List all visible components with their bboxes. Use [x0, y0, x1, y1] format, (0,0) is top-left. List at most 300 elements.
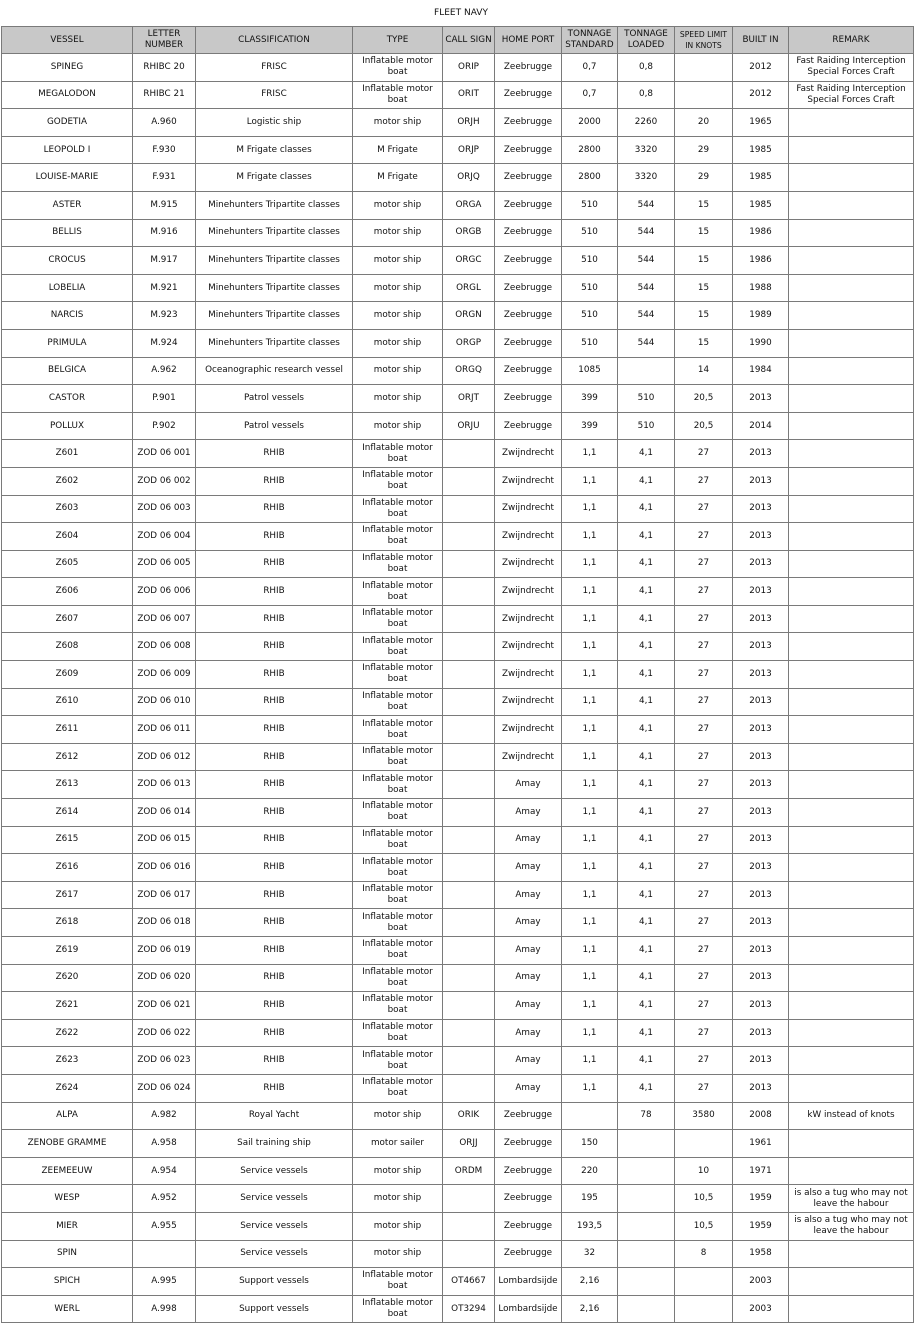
tonnage-loaded-cell: 4,1 — [618, 1047, 675, 1075]
table-row — [2, 412, 914, 440]
table-row — [2, 1295, 914, 1323]
letter-number-cell: F.931 — [133, 164, 196, 192]
remark-cell: is also a tug who may not leave the habour — [789, 1212, 914, 1240]
speed-limit-cell: 15 — [675, 274, 733, 302]
tonnage-loaded-cell: 4,1 — [618, 771, 675, 799]
speed-limit-cell: 27 — [675, 467, 733, 495]
tonnage-loaded-cell: 0,8 — [618, 81, 675, 109]
tonnage-loaded-cell: 4,1 — [618, 633, 675, 661]
tonnage-loaded-cell: 0,8 — [618, 54, 675, 82]
type-cell: M Frigate — [353, 136, 443, 164]
remark-cell — [789, 937, 914, 965]
letter-number-cell: ZOD 06 016 — [133, 854, 196, 882]
tonnage-loaded-cell: 544 — [618, 191, 675, 219]
table-row — [2, 357, 914, 385]
table-row — [2, 164, 914, 192]
tonnage-loaded-cell: 4,1 — [618, 937, 675, 965]
tonnage-standard-cell: 150 — [562, 1130, 618, 1158]
type-cell: motor ship — [353, 1212, 443, 1240]
letter-number-cell: ZOD 06 017 — [133, 881, 196, 909]
built-in-cell: 2013 — [733, 467, 789, 495]
remark-cell — [789, 1157, 914, 1185]
tonnage-standard-cell: 1,1 — [562, 523, 618, 551]
letter-number-cell: ZOD 06 006 — [133, 578, 196, 606]
built-in-cell: 2012 — [733, 81, 789, 109]
remark-cell — [789, 1268, 914, 1296]
built-in-cell: 2003 — [733, 1268, 789, 1296]
call-sign-cell: ORIK — [443, 1102, 495, 1130]
table-row — [2, 385, 914, 413]
letter-number-cell: ZOD 06 024 — [133, 1074, 196, 1102]
vessel-cell: Z605 — [2, 550, 133, 578]
call-sign-cell: ORGB — [443, 219, 495, 247]
type-cell: Inflatable motor boat — [353, 1268, 443, 1296]
tonnage-loaded-cell: 4,1 — [618, 881, 675, 909]
vessel-cell: Z619 — [2, 937, 133, 965]
speed-limit-cell: 27 — [675, 440, 733, 468]
tonnage-loaded-cell: 4,1 — [618, 826, 675, 854]
table-row — [2, 329, 914, 357]
table-row — [2, 799, 914, 827]
table-row — [2, 1240, 914, 1268]
tonnage-loaded-cell: 4,1 — [618, 1019, 675, 1047]
tonnage-loaded-cell: 4,1 — [618, 661, 675, 689]
tonnage-standard-cell: 1,1 — [562, 854, 618, 882]
letter-number-cell: A.998 — [133, 1295, 196, 1323]
speed-limit-cell: 27 — [675, 605, 733, 633]
built-in-cell: 1959 — [733, 1185, 789, 1213]
tonnage-standard-cell: 399 — [562, 412, 618, 440]
tonnage-loaded-cell: 4,1 — [618, 605, 675, 633]
classification-cell: RHIB — [196, 550, 353, 578]
built-in-cell: 2013 — [733, 633, 789, 661]
speed-limit-cell: 29 — [675, 136, 733, 164]
table-row — [2, 1157, 914, 1185]
remark-cell: is also a tug who may not leave the habour — [789, 1185, 914, 1213]
call-sign-cell: ORGA — [443, 191, 495, 219]
table-row — [2, 523, 914, 551]
table-row — [2, 937, 914, 965]
table-row — [2, 688, 914, 716]
speed-limit-cell: 8 — [675, 1240, 733, 1268]
tonnage-standard-cell: 1085 — [562, 357, 618, 385]
letter-number-cell: ZOD 06 012 — [133, 743, 196, 771]
letter-number-cell: ZOD 06 014 — [133, 799, 196, 827]
built-in-cell: 1986 — [733, 219, 789, 247]
type-cell: motor ship — [353, 274, 443, 302]
table-row — [2, 1102, 914, 1130]
table-row — [2, 743, 914, 771]
tonnage-standard-cell: 1,1 — [562, 964, 618, 992]
classification-cell: RHIB — [196, 688, 353, 716]
tonnage-standard-cell: 510 — [562, 329, 618, 357]
type-cell: motor ship — [353, 329, 443, 357]
type-cell: Inflatable motor boat — [353, 881, 443, 909]
type-cell: Inflatable motor boat — [353, 633, 443, 661]
letter-number-cell: ZOD 06 005 — [133, 550, 196, 578]
tonnage-standard-cell: 510 — [562, 274, 618, 302]
tonnage-standard-cell: 1,1 — [562, 799, 618, 827]
home-port-cell: Amay — [495, 937, 562, 965]
classification-cell: RHIB — [196, 1074, 353, 1102]
tonnage-loaded-cell: 544 — [618, 219, 675, 247]
speed-limit-cell: 20,5 — [675, 412, 733, 440]
letter-number-cell: ZOD 06 018 — [133, 909, 196, 937]
classification-cell: FRISC — [196, 81, 353, 109]
built-in-cell: 2013 — [733, 826, 789, 854]
call-sign-cell: ORJU — [443, 412, 495, 440]
call-sign-cell: ORGN — [443, 302, 495, 330]
remark-cell — [789, 605, 914, 633]
type-cell: motor sailer — [353, 1130, 443, 1158]
home-port-cell: Zeebrugge — [495, 164, 562, 192]
tonnage-loaded-cell: 544 — [618, 247, 675, 275]
speed-limit-cell: 10 — [675, 1157, 733, 1185]
speed-limit-cell — [675, 81, 733, 109]
tonnage-standard-cell: 220 — [562, 1157, 618, 1185]
tonnage-loaded-cell — [618, 1130, 675, 1158]
tonnage-standard-cell: 2800 — [562, 164, 618, 192]
speed-limit-cell: 27 — [675, 1019, 733, 1047]
vessel-cell: LEOPOLD I — [2, 136, 133, 164]
classification-cell: Minehunters Tripartite classes — [196, 219, 353, 247]
speed-limit-cell: 10,5 — [675, 1185, 733, 1213]
tonnage-loaded-cell: 4,1 — [618, 909, 675, 937]
table-row — [2, 881, 914, 909]
call-sign-cell — [443, 1212, 495, 1240]
home-port-cell: Zwijndrecht — [495, 550, 562, 578]
home-port-cell: Zwijndrecht — [495, 633, 562, 661]
vessel-cell: Z621 — [2, 992, 133, 1020]
speed-limit-cell: 14 — [675, 357, 733, 385]
tonnage-standard-cell: 1,1 — [562, 605, 618, 633]
vessel-cell: Z622 — [2, 1019, 133, 1047]
type-cell: motor ship — [353, 385, 443, 413]
tonnage-standard-cell: 1,1 — [562, 1019, 618, 1047]
type-cell: Inflatable motor boat — [353, 467, 443, 495]
letter-number-cell: ZOD 06 019 — [133, 937, 196, 965]
home-port-cell: Lombardsijde — [495, 1268, 562, 1296]
vessel-cell: Z612 — [2, 743, 133, 771]
tonnage-standard-cell: 1,1 — [562, 467, 618, 495]
tonnage-standard-cell: 1,1 — [562, 495, 618, 523]
tonnage-loaded-cell: 4,1 — [618, 716, 675, 744]
speed-limit-cell: 27 — [675, 661, 733, 689]
letter-number-cell: ZOD 06 009 — [133, 661, 196, 689]
home-port-cell: Zwijndrecht — [495, 743, 562, 771]
tonnage-standard-cell: 1,1 — [562, 1074, 618, 1102]
built-in-cell: 2013 — [733, 964, 789, 992]
tonnage-standard-cell: 2800 — [562, 136, 618, 164]
tonnage-loaded-cell: 3320 — [618, 136, 675, 164]
built-in-cell: 1989 — [733, 302, 789, 330]
call-sign-cell: ORJT — [443, 385, 495, 413]
vessel-cell: ALPA — [2, 1102, 133, 1130]
vessel-cell: NARCIS — [2, 302, 133, 330]
home-port-cell: Amay — [495, 881, 562, 909]
table-row — [2, 136, 914, 164]
home-port-cell: Zeebrugge — [495, 385, 562, 413]
vessel-cell: SPIN — [2, 1240, 133, 1268]
home-port-cell: Amay — [495, 826, 562, 854]
home-port-cell: Zeebrugge — [495, 81, 562, 109]
table-row — [2, 1268, 914, 1296]
speed-limit-cell: 15 — [675, 329, 733, 357]
remark-cell — [789, 633, 914, 661]
speed-limit-cell: 15 — [675, 247, 733, 275]
tonnage-loaded-cell — [618, 1240, 675, 1268]
classification-cell: Minehunters Tripartite classes — [196, 302, 353, 330]
page-title: FLEET NAVY — [434, 8, 488, 18]
tonnage-standard-cell: 1,1 — [562, 771, 618, 799]
table-row — [2, 495, 914, 523]
classification-cell: Minehunters Tripartite classes — [196, 274, 353, 302]
type-cell: Inflatable motor boat — [353, 578, 443, 606]
speed-limit-cell: 27 — [675, 1074, 733, 1102]
vessel-cell: Z601 — [2, 440, 133, 468]
table-row — [2, 826, 914, 854]
tonnage-standard-cell: 1,1 — [562, 633, 618, 661]
tonnage-standard-cell: 1,1 — [562, 937, 618, 965]
type-cell: M Frigate — [353, 164, 443, 192]
remark-cell — [789, 357, 914, 385]
letter-number-cell: ZOD 06 013 — [133, 771, 196, 799]
built-in-cell: 2013 — [733, 605, 789, 633]
call-sign-cell: ORJP — [443, 136, 495, 164]
letter-number-cell: M.915 — [133, 191, 196, 219]
call-sign-cell — [443, 1074, 495, 1102]
home-port-cell: Zeebrugge — [495, 1185, 562, 1213]
call-sign-cell: ORJJ — [443, 1130, 495, 1158]
remark-cell — [789, 661, 914, 689]
call-sign-cell — [443, 799, 495, 827]
tonnage-standard-cell: 0,7 — [562, 81, 618, 109]
speed-limit-cell: 15 — [675, 302, 733, 330]
tonnage-loaded-cell — [618, 1268, 675, 1296]
built-in-cell: 2013 — [733, 992, 789, 1020]
call-sign-cell — [443, 1240, 495, 1268]
home-port-cell: Amay — [495, 1047, 562, 1075]
home-port-cell: Zeebrugge — [495, 302, 562, 330]
classification-cell: Sail training ship — [196, 1130, 353, 1158]
table-row — [2, 1130, 914, 1158]
type-cell: Inflatable motor boat — [353, 964, 443, 992]
tonnage-loaded-cell: 4,1 — [618, 467, 675, 495]
vessel-cell: ZENOBE GRAMME — [2, 1130, 133, 1158]
vessel-cell: Z617 — [2, 881, 133, 909]
type-cell: Inflatable motor boat — [353, 1047, 443, 1075]
type-cell: Inflatable motor boat — [353, 688, 443, 716]
table-row — [2, 274, 914, 302]
vessel-cell: Z610 — [2, 688, 133, 716]
classification-cell: Patrol vessels — [196, 412, 353, 440]
call-sign-cell — [443, 716, 495, 744]
type-cell: motor ship — [353, 412, 443, 440]
tonnage-standard-cell: 2000 — [562, 109, 618, 137]
remark-cell — [789, 716, 914, 744]
type-cell: Inflatable motor boat — [353, 1019, 443, 1047]
home-port-cell: Zwijndrecht — [495, 661, 562, 689]
speed-limit-cell: 27 — [675, 1047, 733, 1075]
built-in-cell: 2013 — [733, 743, 789, 771]
classification-cell: RHIB — [196, 716, 353, 744]
speed-limit-cell: 27 — [675, 743, 733, 771]
vessel-cell: Z614 — [2, 799, 133, 827]
call-sign-cell — [443, 523, 495, 551]
built-in-cell: 2012 — [733, 54, 789, 82]
header-classification: CLASSIFICATION — [196, 27, 353, 54]
tonnage-loaded-cell — [618, 357, 675, 385]
classification-cell: Service vessels — [196, 1157, 353, 1185]
home-port-cell: Zeebrugge — [495, 54, 562, 82]
call-sign-cell — [443, 1047, 495, 1075]
table-row — [2, 1212, 914, 1240]
call-sign-cell: ORGC — [443, 247, 495, 275]
call-sign-cell: ORGP — [443, 329, 495, 357]
letter-number-cell: ZOD 06 010 — [133, 688, 196, 716]
classification-cell: RHIB — [196, 440, 353, 468]
home-port-cell: Amay — [495, 1074, 562, 1102]
classification-cell: RHIB — [196, 495, 353, 523]
table-row — [2, 633, 914, 661]
speed-limit-cell: 15 — [675, 219, 733, 247]
vessel-cell: MEGALODON — [2, 81, 133, 109]
home-port-cell: Zwijndrecht — [495, 605, 562, 633]
call-sign-cell — [443, 909, 495, 937]
type-cell: Inflatable motor boat — [353, 1295, 443, 1323]
call-sign-cell — [443, 467, 495, 495]
classification-cell: M Frigate classes — [196, 136, 353, 164]
table-row — [2, 247, 914, 275]
letter-number-cell: ZOD 06 022 — [133, 1019, 196, 1047]
header-speed-limit: SPEED LIMIT IN KNOTS — [675, 27, 733, 54]
home-port-cell: Zeebrugge — [495, 1240, 562, 1268]
built-in-cell: 1988 — [733, 274, 789, 302]
tonnage-loaded-cell: 544 — [618, 274, 675, 302]
tonnage-standard-cell: 1,1 — [562, 743, 618, 771]
letter-number-cell: M.916 — [133, 219, 196, 247]
vessel-cell: Z615 — [2, 826, 133, 854]
home-port-cell: Zwijndrecht — [495, 578, 562, 606]
built-in-cell: 2013 — [733, 495, 789, 523]
speed-limit-cell: 27 — [675, 495, 733, 523]
call-sign-cell — [443, 495, 495, 523]
vessel-cell: BELLIS — [2, 219, 133, 247]
vessel-cell: Z604 — [2, 523, 133, 551]
letter-number-cell — [133, 1240, 196, 1268]
remark-cell — [789, 1019, 914, 1047]
table-row — [2, 992, 914, 1020]
speed-limit-cell: 27 — [675, 937, 733, 965]
speed-limit-cell: 27 — [675, 688, 733, 716]
type-cell: Inflatable motor boat — [353, 1074, 443, 1102]
classification-cell: RHIB — [196, 771, 353, 799]
remark-cell — [789, 799, 914, 827]
tonnage-standard-cell: 510 — [562, 191, 618, 219]
table-row — [2, 440, 914, 468]
vessel-cell: Z623 — [2, 1047, 133, 1075]
call-sign-cell — [443, 964, 495, 992]
tonnage-loaded-cell: 4,1 — [618, 688, 675, 716]
call-sign-cell — [443, 550, 495, 578]
call-sign-cell: ORIP — [443, 54, 495, 82]
type-cell: Inflatable motor boat — [353, 937, 443, 965]
vessel-cell: LOBELIA — [2, 274, 133, 302]
classification-cell: Patrol vessels — [196, 385, 353, 413]
home-port-cell: Amay — [495, 799, 562, 827]
letter-number-cell: ZOD 06 003 — [133, 495, 196, 523]
remark-cell — [789, 329, 914, 357]
call-sign-cell — [443, 771, 495, 799]
speed-limit-cell — [675, 1130, 733, 1158]
header-type: TYPE — [353, 27, 443, 54]
built-in-cell: 2013 — [733, 1019, 789, 1047]
remark-cell — [789, 1295, 914, 1323]
remark-cell — [789, 1047, 914, 1075]
remark-cell — [789, 191, 914, 219]
table-row — [2, 854, 914, 882]
table-row — [2, 578, 914, 606]
remark-cell — [789, 550, 914, 578]
classification-cell: RHIB — [196, 633, 353, 661]
letter-number-cell: ZOD 06 011 — [133, 716, 196, 744]
home-port-cell: Amay — [495, 1019, 562, 1047]
remark-cell: kW instead of knots — [789, 1102, 914, 1130]
vessel-cell: CASTOR — [2, 385, 133, 413]
tonnage-loaded-cell: 3320 — [618, 164, 675, 192]
letter-number-cell: ZOD 06 004 — [133, 523, 196, 551]
built-in-cell: 1990 — [733, 329, 789, 357]
home-port-cell: Zeebrugge — [495, 1157, 562, 1185]
tonnage-standard-cell: 510 — [562, 302, 618, 330]
speed-limit-cell: 27 — [675, 881, 733, 909]
table-row — [2, 909, 914, 937]
letter-number-cell: M.917 — [133, 247, 196, 275]
vessel-cell: WESP — [2, 1185, 133, 1213]
home-port-cell: Lombardsijde — [495, 1295, 562, 1323]
type-cell: Inflatable motor boat — [353, 550, 443, 578]
type-cell: Inflatable motor boat — [353, 909, 443, 937]
home-port-cell: Amay — [495, 854, 562, 882]
tonnage-loaded-cell: 4,1 — [618, 854, 675, 882]
tonnage-standard-cell: 1,1 — [562, 909, 618, 937]
call-sign-cell — [443, 1019, 495, 1047]
tonnage-loaded-cell: 4,1 — [618, 495, 675, 523]
letter-number-cell: RHIBC 20 — [133, 54, 196, 82]
tonnage-loaded-cell: 2260 — [618, 109, 675, 137]
tonnage-standard-cell — [562, 1102, 618, 1130]
type-cell: Inflatable motor boat — [353, 661, 443, 689]
type-cell: Inflatable motor boat — [353, 495, 443, 523]
built-in-cell: 2014 — [733, 412, 789, 440]
call-sign-cell: ORGL — [443, 274, 495, 302]
tonnage-standard-cell: 1,1 — [562, 1047, 618, 1075]
remark-cell — [789, 523, 914, 551]
speed-limit-cell: 27 — [675, 716, 733, 744]
classification-cell: RHIB — [196, 605, 353, 633]
call-sign-cell — [443, 937, 495, 965]
classification-cell: RHIB — [196, 1019, 353, 1047]
built-in-cell: 2013 — [733, 909, 789, 937]
call-sign-cell: OT3294 — [443, 1295, 495, 1323]
built-in-cell: 2013 — [733, 550, 789, 578]
remark-cell — [789, 495, 914, 523]
call-sign-cell — [443, 826, 495, 854]
speed-limit-cell: 27 — [675, 992, 733, 1020]
vessel-cell: LOUISE-MARIE — [2, 164, 133, 192]
type-cell: motor ship — [353, 1157, 443, 1185]
vessel-cell: BELGICA — [2, 357, 133, 385]
